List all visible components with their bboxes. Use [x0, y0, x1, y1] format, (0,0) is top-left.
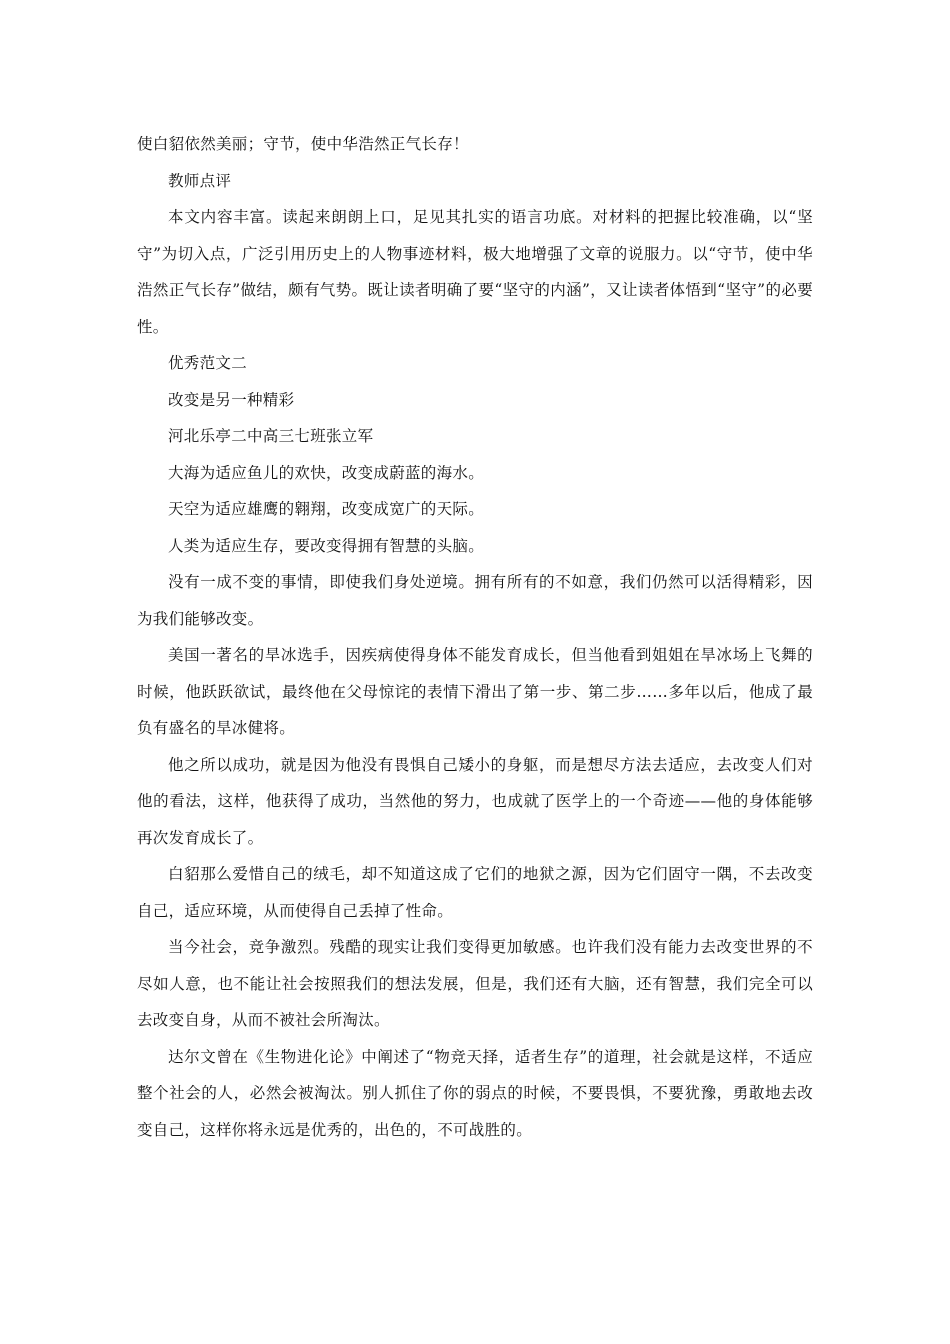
paragraph: 没有一成不变的事情，即使我们身处逆境。拥有所有的不如意，我们仍然可以活得精彩，因为我们能够改变。	[137, 573, 813, 628]
paragraph: 天空为适应雄鹰的翱翔，改变成宽广的天际。	[168, 500, 485, 518]
heading-teacher-comment: 教师点评	[168, 171, 232, 190]
essay-title: 改变是另一种精彩	[168, 390, 295, 409]
paragraph: 白貂那么爱惜自己的绒毛，却不知道这成了它们的地狱之源，因为它们固守一隅，不去改变自己，适应环境，从而使得自己丢掉了性命。	[137, 865, 813, 920]
paragraph: 大海为适应鱼儿的欢快，改变成蔚蓝的海水。	[168, 463, 485, 482]
paragraph: 当今社会，竞争激烈。残酷的现实让我们变得更加敏感。也许我们没有能力去改变世界的不尽如人意，也不能让社会按照我们的想法发展，但是，我们还有大脑，还有智慧，我们完全可以去改变自身，从而不被社会所淘汰。	[137, 938, 813, 1029]
document-body	[137, 126, 813, 1148]
paragraph-continuation: 使白貂依然美丽；守节，使中华浩然正气长存！	[137, 135, 469, 153]
essay-author: 河北乐亭二中高三七班张立军	[168, 427, 374, 445]
paragraph: 美国一著名的旱冰选手，因疾病使得身体不能发育成长，但当他看到姐姐在旱冰场上飞舞的时候，他跃跃欲试，最终他在父母惊诧的表情下滑出了第一步、第二步……多年以后，他成了最负有盛名的旱冰健将。	[137, 646, 813, 737]
paragraph-teacher-comment: 本文内容丰富。读起来朗朗上口，足见其扎实的语言功底。对材料的把握比较准确，以“坚守”为切入点，广泛引用历史上的人物事迹材料，极大地增强了文章的说服力。以“守节，使中华浩然正气长存”做结，颇有气势。既让读者明确了要“坚守的内涵”，又让读者体悟到“坚守”的必要性。	[137, 208, 813, 336]
heading-sample-essay-two: 优秀范文二	[168, 354, 248, 372]
paragraph: 人类为适应生存，要改变得拥有智慧的头脑。	[168, 536, 485, 555]
paragraph: 他之所以成功，就是因为他没有畏惧自己矮小的身躯，而是想尽方法去适应，去改变人们对他的看法，这样，他获得了成功，当然他的努力，也成就了医学上的一个奇迹——他的身体能够再次发育成长了。	[137, 755, 813, 847]
paragraph: 达尔文曾在《生物进化论》中阐述了“物竞天择，适者生存”的道理，社会就是这样，不适应整个社会的人，必然会被淘汰。别人抓住了你的弱点的时候，不要畏惧，不要犹豫，勇敢地去改变自己，这样你将永远是优秀的，出色的，不可战胜的。	[137, 1047, 813, 1139]
